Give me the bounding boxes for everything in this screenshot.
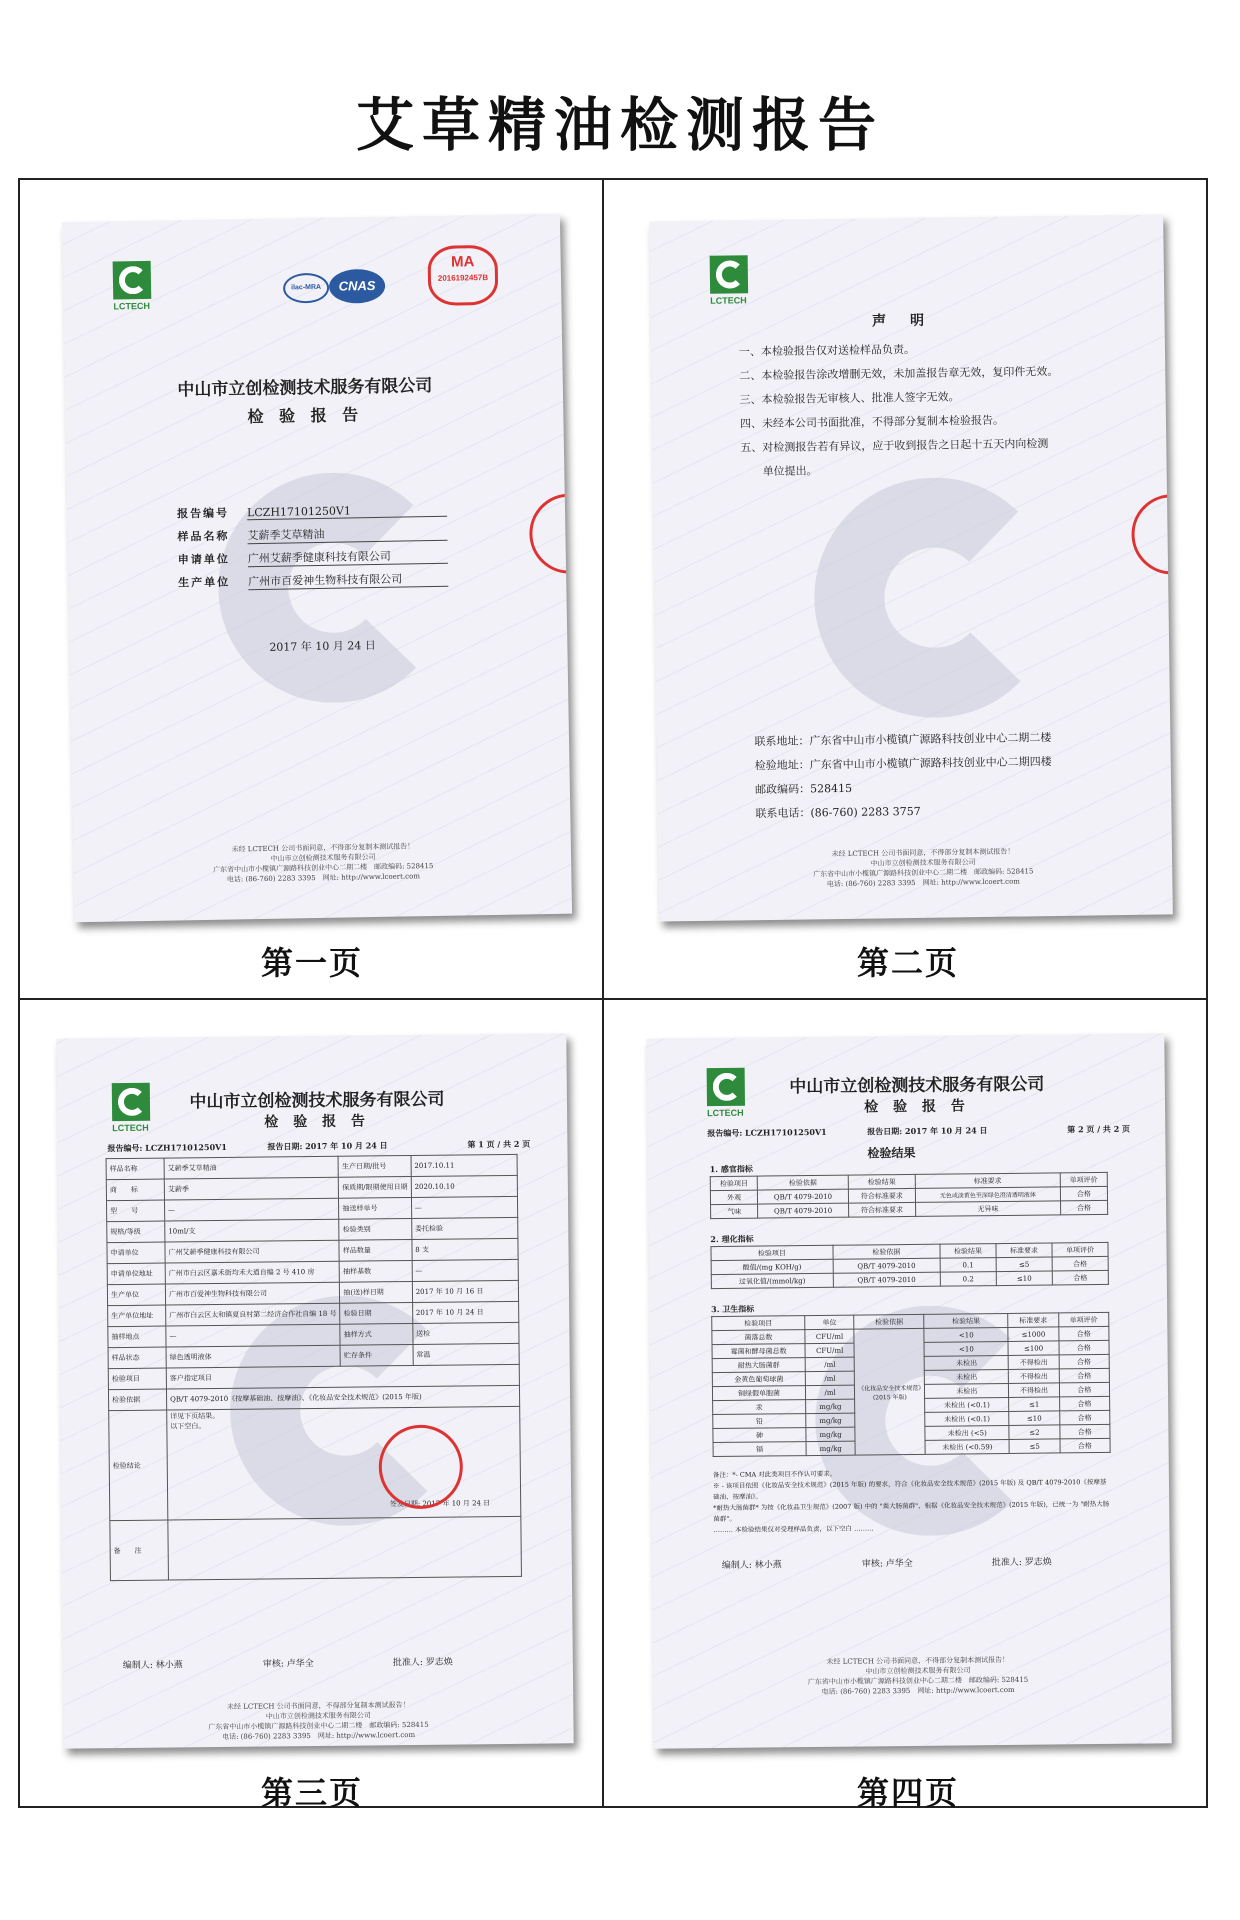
statement-item: 二、本检验报告涂改增删无效，未加盖报告章无效，复印件无效。: [739, 364, 1059, 383]
field-manufacturer: 生产单位 广州市百爱神生物科技有限公司: [178, 570, 448, 592]
section-physicochemical: 2. 理化指标: [710, 1233, 754, 1245]
table-row: 备 注: [110, 1516, 522, 1580]
seal-stamp: [378, 1424, 463, 1509]
page-count: 第 1 页 / 共 2 页: [467, 1138, 531, 1150]
hygiene-table: [711, 1312, 1110, 1457]
sign-compiler: 编制人: 林小燕: [122, 1660, 183, 1672]
report-page-4: [646, 1033, 1171, 1748]
table-row: 汞 mg/kg 未检出 (<0.1) ≤1 合格: [713, 1396, 1110, 1414]
table-row: 检验项目 检验依据 检验结果 标准要求 单项评价: [711, 1242, 1108, 1260]
table-row: 商 标 艾薪季 保质期/限期使用日期 2020.10.10: [106, 1175, 517, 1200]
report-page-3: [56, 1033, 573, 1748]
result-notes: 备注：*- CMA 对此类项目不作认可要求。 ※ - 该项目依照《化妆品安全技术规范》(2015 年版) 的要求，符合《化妆品安全技术规范》(2015 年版) 及 QB/T 4079-2010《按摩基础油、按摩油》。 *耐热大肠菌群* 为按《化妆品卫生规范》(2007 版) 中的 "粪大肠菌群"，根据《化妆品安全技术规范》(2015 年版)，已统一为 "耐热大肠菌群"。 ……… 本检验结果仅对受理样品负责，以下空白 ………: [712, 1469, 1110, 1535]
caption-page-2: 第二页: [856, 944, 959, 982]
physicochemical-table: [710, 1242, 1108, 1289]
doc-title: 检 验 报 告: [247, 405, 364, 427]
table-row: 检验结论 详见下页结果。 以下空白。 签发日期: 2017 年 10 月 24 日: [109, 1406, 521, 1520]
doc-title: 检 验 报 告: [864, 1098, 970, 1116]
report-page-1: [62, 214, 572, 923]
table-row: 耐热大肠菌群 /ml 未检出 不得检出 合格: [712, 1354, 1109, 1372]
contact-lab-address: 检验地址：广东省中山市小榄镇广源路科技创业中心二期四楼: [754, 755, 1052, 773]
report-no: 报告编号: LCZH17101250V1: [707, 1126, 827, 1139]
page-footer: 未经 LCTECH 公司书面同意，不得部分复制本测试报告！ 中山市立创检测技术服务有限公司 广东省中山市小榄镇广源路科技创业中心二期二楼 邮政编码: 528415 电话: (86-760) 2283 3395 网址: http://www.lcoert.com: [208, 1701, 429, 1741]
table-row: 申请单位 广州艾薪季健康科技有限公司 样品数量 8 支: [107, 1238, 518, 1263]
report-date: 报告日期: 2017 年 10 月 24 日: [867, 1125, 988, 1137]
section-sensory: 1. 感官指标: [709, 1163, 753, 1175]
sign-reviewer: 审核: 卢华全: [861, 1558, 913, 1570]
field-sample-name: 样品名称 艾薪季艾草精油: [177, 524, 447, 546]
contact-postcode: 邮政编码：528415: [754, 781, 853, 797]
report-no: 报告编号: LCZH17101250V1: [107, 1141, 227, 1154]
org-name: 中山市立创检测技术服务有限公司: [177, 375, 433, 401]
contact-phone: 联系电话：(86-760) 2283 3757: [755, 804, 921, 821]
lctech-logo: LCTECH: [112, 1083, 169, 1140]
table-row: 检验项目 单位 检验依据 检验结果 标准要求 单项评价: [712, 1312, 1109, 1330]
statement-item: 单位提出。: [740, 464, 818, 479]
caption-page-4: 第四页: [856, 1774, 959, 1812]
table-row: 样品名称 艾薪季艾草精油 生产日期/批号 2017.10.11: [106, 1154, 517, 1179]
table-row: 金黄色葡萄球菌 /ml 未检出 不得检出 合格: [712, 1368, 1109, 1386]
field-applicant: 申请单位 广州艾薪季健康科技有限公司: [178, 547, 448, 569]
caption-page-3: 第三页: [260, 1774, 363, 1812]
table-row: 外观 QB/T 4079-2010 符合标准要求 无色或淡黄色至深绿色澄清透明液体 合格: [710, 1186, 1107, 1204]
result-title: 检验结果: [867, 1145, 916, 1161]
table-row: 过氧化值/(mmol/kg) QB/T 4079-2010 0.2 ≤10 合格: [711, 1270, 1108, 1288]
table-row: 酸值/(mg KOH/g) QB/T 4079-2010 0.1 ≤5 合格: [711, 1256, 1108, 1274]
table-row: 生产单位 广州市百爱神生物科技有限公司 抽(送)样日期 2017 年 10 月 16 日: [107, 1280, 518, 1305]
org-name: 中山市立创检测技术服务有限公司: [189, 1089, 445, 1113]
lctech-logo: LCTECH: [113, 261, 170, 318]
org-name: 中山市立创检测技术服务有限公司: [789, 1074, 1045, 1098]
page-footer: 未经 LCTECH 公司书面同意，不得部分复制本测试报告！ 中山市立创检测技术服务有限公司 广东省中山市小榄镇广源路科技创业中心二期二楼 邮政编码: 528415 电话: (86-760) 2283 3395 网址: http://www.lcoert.com: [213, 842, 434, 884]
statement-item: 五、对检测报告若有异议，应于收到报告之日起十五天内向检测: [740, 437, 1049, 455]
report-page-2: [649, 214, 1173, 921]
lctech-logo: LCTECH: [710, 255, 767, 312]
statement-heading: 声 明: [871, 312, 930, 330]
statement-item: 一、本检验报告仅对送检样品负责。: [738, 342, 916, 359]
sign-approver: 批准人: 罗志焕: [392, 1657, 453, 1669]
table-row: 型 号 — 抽送样单号 —: [106, 1196, 517, 1221]
report-date: 2017 年 10 月 24 日: [269, 638, 376, 654]
table-row: 规格/等级 10ml/支 检验类别 委托检验: [107, 1217, 518, 1242]
sign-reviewer: 审核: 卢华全: [262, 1659, 314, 1670]
contact-address: 联系地址：广东省中山市小榄镇广源路科技创业中心二期二楼: [754, 731, 1052, 749]
table-row: 镉 mg/kg 未检出 (<0.59) ≤5 合格: [713, 1438, 1110, 1456]
ilac-mra-badge: ilac-MRA: [283, 273, 330, 304]
table-row: 抽样地点 — 抽样方式 送检: [108, 1322, 519, 1347]
grid-divider-vertical: [602, 178, 604, 1808]
table-row: 样品状态 绿色透明液体 贮存条件 常温: [108, 1343, 519, 1368]
table-row: 检验依据 QB/T 4079-2010《按摩基础油、按摩油》、《化妆品安全技术规范》(2015 年版): [108, 1385, 519, 1410]
section-hygiene: 3. 卫生指标: [711, 1303, 755, 1315]
field-report-no: 报告编号 LCZH17101250V1: [177, 501, 447, 522]
sign-date: 签发日期: 2017 年 10 月 24 日: [389, 1499, 491, 1509]
table-row: 霉菌和酵母菌总数 CFU/ml <10 ≤100 合格: [712, 1340, 1109, 1358]
cnas-badge: CNAS: [329, 269, 386, 304]
ma-badge: MA 2016192457B: [427, 245, 498, 306]
grid-divider-horizontal: [18, 998, 1208, 1000]
statement-item: 三、本检验报告无审核人、批准人签字无效。: [739, 390, 960, 407]
page-footer: 未经 LCTECH 公司书面同意，不得部分复制本测试报告！ 中山市立创检测技术服务有限公司 广东省中山市小榄镇广源路科技创业中心二期二楼 邮政编码: 528415 电话: (86-760) 2283 3395 网址: http://www.lcoert.com: [807, 1655, 1029, 1696]
table-row: 铅 mg/kg 未检出 (<0.1) ≤10 合格: [713, 1410, 1110, 1428]
sample-info-table: [106, 1154, 522, 1581]
sign-compiler: 编制人: 林小燕: [721, 1560, 782, 1571]
table-row: 检验项目 客户指定项目: [108, 1364, 519, 1389]
table-row: 气味 QB/T 4079-2010 符合标准要求 无异味 合格: [711, 1200, 1108, 1218]
page-title: 艾草精油检测报告: [355, 91, 884, 159]
table-row: 铜绿假单胞菌 /ml 未检出 不得检出 合格: [712, 1382, 1109, 1400]
table-row: 申请单位地址 广州市白云区嘉禾街均禾大道自编 2 号 410 房 抽样基数 —: [107, 1259, 518, 1284]
report-date: 报告日期: 2017 年 10 月 24 日: [267, 1140, 388, 1152]
caption-page-1: 第一页: [260, 944, 363, 982]
page-count: 第 2 页 / 共 2 页: [1067, 1123, 1131, 1135]
sensory-table: [710, 1172, 1108, 1219]
page-footer: 未经 LCTECH 公司书面同意，不得部分复制本测试报告！ 中山市立创检测技术服务有限公司 广东省中山市小榄镇广源路科技创业中心二期二楼 邮政编码: 528415 电话: (86-760) 2283 3395 网址: http://www.lcoert.com: [813, 847, 1034, 889]
table-row: 砷 mg/kg 未检出 (<5) ≤2 合格: [713, 1424, 1110, 1442]
lctech-logo: LCTECH: [707, 1068, 764, 1125]
table-row: 检验项目 检验依据 检验结果 标准要求 单项评价: [710, 1172, 1107, 1190]
sign-approver: 批准人: 罗志焕: [991, 1557, 1052, 1569]
doc-title: 检 验 报 告: [264, 1113, 371, 1131]
table-row: 菌落总数 CFU/ml 《化妆品安全技术规范》(2015 年版) <10 ≤1000 合格: [712, 1326, 1109, 1344]
statement-item: 四、未经本公司书面批准，不得部分复制本检验报告。: [739, 413, 1005, 431]
table-row: 生产单位地址 广州市白云区太和镇夏良村第二经济合作社自编 18 号 检验日期 2017 年 10 月 24 日: [108, 1301, 519, 1326]
